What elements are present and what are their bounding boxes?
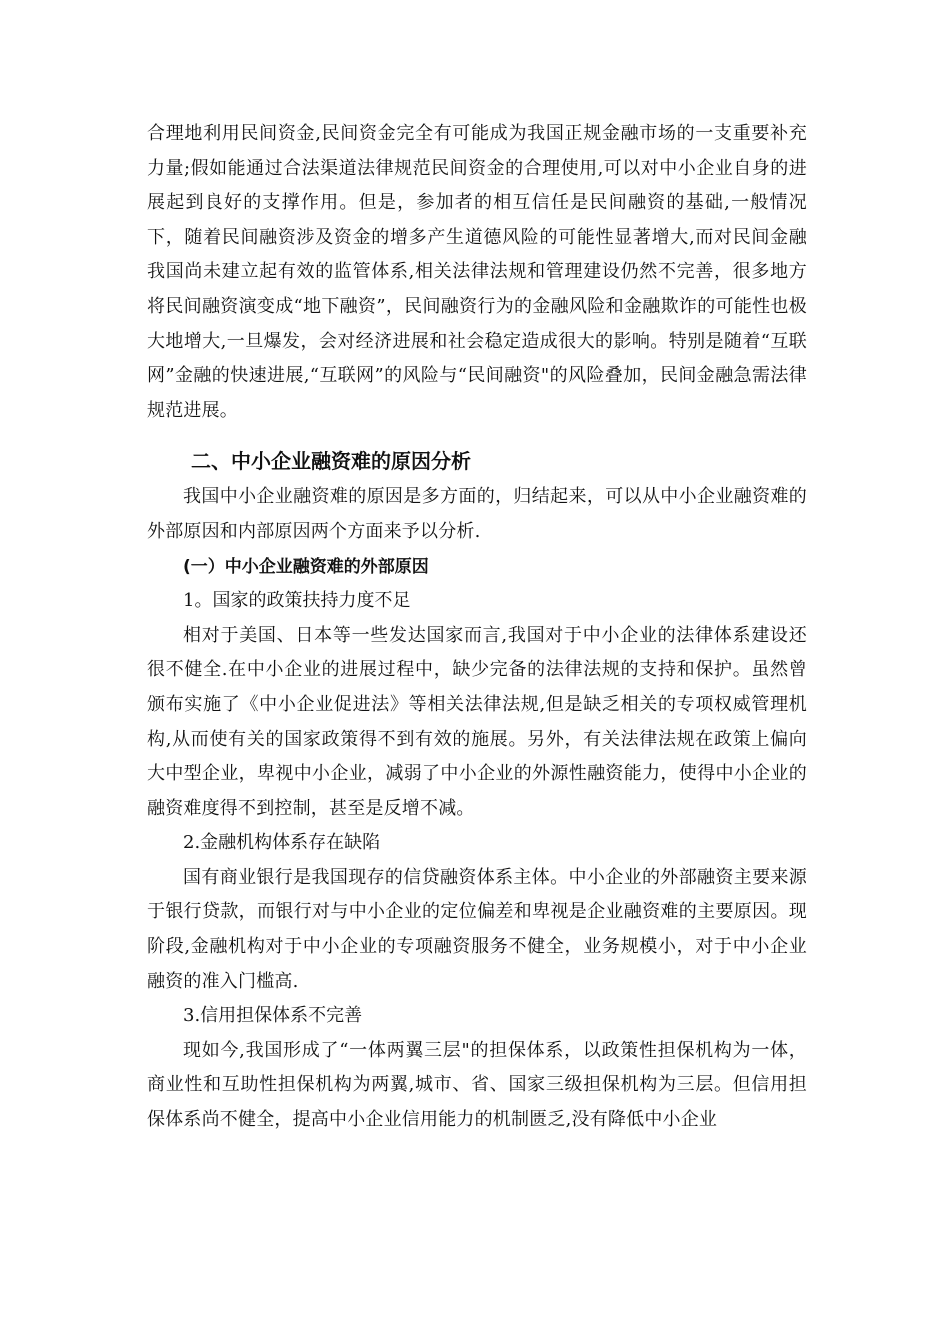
document-body [147,117,807,1138]
item2-paragraph: 国有商业银行是我国现存的信贷融资体系主体。中小企业的外部融资主要来源于银行贷款，而银行对与中小企业的定位偏差和卑视是企业融资难的主要原因。现阶段,金融机构对于中小企业的专项融资服务不健全，业务规模小，对于中小企业融资的准入门槛高. [147,866,807,992]
item1-paragraph: 相对于美国、日本等一些发达国家而言,我国对于中小企业的法律体系建设还很不健全.在中小企业的进展过程中，缺少完备的法律法规的支持和保护。虽然曾颁布实施了《中小企业促进法》等相关法律法规,但是缺乏相关的专项权威管理机构,从而使有关的国家政策得不到有效的施展。另外，有关法律法规在政策上偏向大中型企业，卑视中小企业，减弱了中小企业的外源性融资能力，使得中小企业的融资难度得不到控制，甚至是反增不减。 [147,624,807,819]
item1-heading: 1。国家的政策扶持力度不足 [183,590,411,612]
subsection-heading: (一）中小企业融资难的外部原因 [183,556,429,577]
intro-paragraph: 合理地利用民间资金,民间资金完全有可能成为我国正规金融市场的一支重要补充力量;假如能通过合法渠道法律规范民间资金的合理使用,可以对中小企业自身的进展起到良好的支撑作用。但是，参加者的相互信任是民间融资的基础,一般情况下，随着民间融资涉及资金的增多产生道德风险的可能性显著增大,而对民间金融我国尚未建立起有效的监管体系,相关法律法规和管理建设仍然不完善，很多地方将民间融资演变成“地下融资”，民间融资行为的金融风险和金融欺诈的可能性也极大地增大,一旦爆发，会对经济进展和社会稳定造成很大的影响。特别是随着“互联网”金融的快速进展,“互联网”的风险与“民间融资"的风险叠加，民间金融急需法律规范进展。 [147,123,807,421]
item3-heading: 3.信用担保体系不完善 [183,1005,363,1027]
section-intro-paragraph: 我国中小企业融资难的原因是多方面的，归结起来，可以从中小企业融资难的外部原因和内部原因两个方面来予以分析. [147,486,807,542]
item3-paragraph: 现如今,我国形成了“一体两翼三层"的担保体系，以政策性担保机构为一体，商业性和互助性担保机构为两翼,城市、省、国家三级担保机构为三层。但信用担保体系尚不健全，提高中小企业信用能力的机制匮乏,没有降低中小企业 [147,1039,807,1131]
section-heading: 二、中小企业融资难的原因分析 [191,449,471,474]
item2-heading: 2.金融机构体系存在缺陷 [183,832,381,854]
